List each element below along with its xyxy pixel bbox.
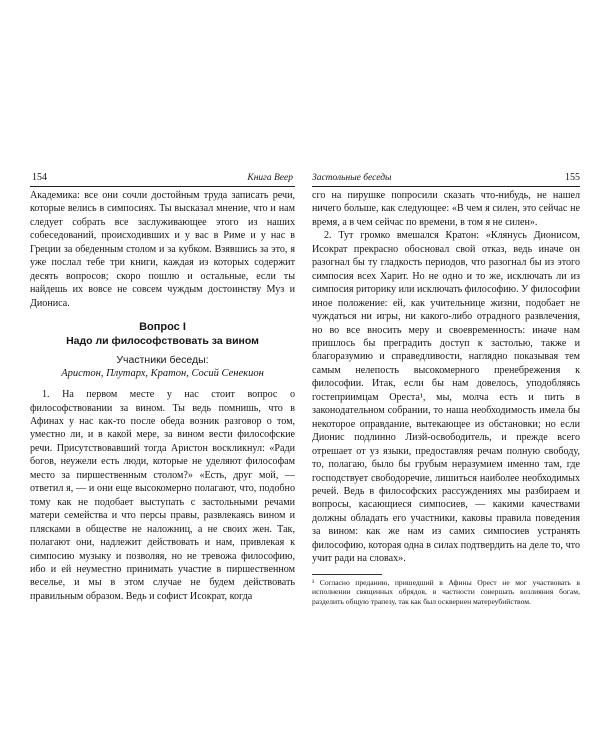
left-running-head: Книга Веер bbox=[247, 173, 293, 183]
question-subtitle: Надо ли философствовать за вином bbox=[66, 335, 259, 348]
left-paragraph: Академика: все они сочли достойным труда записать речи, которые велись в симпосиях. Ты высказал мнение, что и нам следует собрать все заслуживающее этого из наших собеседований, происходивших и у вас в Риме и у нас в Греции за обеденным столом и за кубком. Взявшись за это, я уже послал тебе три книги, каждая из которых содержит десять вопросов; скоро пошлю и остальные, если ты найдешь их вовсе не совсем чуждым достоинству Муз и Диониса. bbox=[30, 190, 295, 309]
participants-heading: Участники беседы: bbox=[116, 354, 209, 367]
right-body bbox=[312, 189, 580, 566]
left-body bbox=[30, 189, 295, 603]
left-page bbox=[30, 172, 295, 702]
left-paragraph: 1. На первом месте у нас стоит вопрос о философствовании за вином. Ты ведь помнишь, что в Афинах у нас как-то после обеда возник разговор о том, уместно ли, и в какой мере, за вином вести философские речи. Присутствовавший тогда Аристон воскликнул: «Ради богов, неужели есть люди, которые не уделяют философам место за пиршественным столом?» «Есть, друг мой, — ответил я, — и они еще высокомерно полагают, что, подобно тому как не подобает выступать с застольными речами матери семейства и что персы правы, развлекаясь вином и плясками в обществе не наложниц, а не своих жен. Так, полагают они, надлежит действовать и нам, привлекая к симпосию музыку и позволяя, но не тревожа философию, ибо и ей неуместно принимать участие в пиршественном веселье, и мы в этом случае не будем действовать правильным образом. Ведь и софист Исократ, когда bbox=[30, 389, 295, 602]
right-running-head: Застольные беседы bbox=[312, 173, 392, 183]
right-paragraph: сго на пирушке попросили сказать что-нибудь, не нашел ничего больше, как следующее: «В чем я силен, это сейчас не время, а в чем сейчас по времени, в том я не силен». bbox=[312, 190, 580, 228]
right-paragraph: 2. Тут громко вмешался Кратон: «Клянусь Дионисом, Исократ прекрасно обосновал свой отказ, ведь иначе он разогнал бы ту гладкость периодов, что разогнал бы из этого симпосия всех Харит. Но не одно и то же, исключать ли из симпосия риторику или исключать философию. У философии иное положение: ей, как учительнице жизни, подобает не чуждаться ни игры, ни какого-либо отрадного развлечения, но во все вносить меру и своевременность: иначе нам пришлось бы преградить доступ к застолью, также и благоразумию и справедливости, наглядно показывая тем самым нелепость высокомерного пренебрежения к философии. Итак, если бы нам довелось, уподобляясь гостеприимцам Ореста¹, мы, молча есть и пить в законодательном собрании, то наша необходимость имела бы некоторое оправдание, вытекающее из обстановки; но если Дионис подлинно Лиэй-освободитель, и прежде всего отрешает от уз языки, предоставляя речам полную свободу, то, полагаю, было бы грубым неразумием именно там, где господствует свободоречие, лишиться наиболее необходимых речей. Ведь в философских рассуждениях мы разбираем и вопросы, касающиеся симпосиев, — какими качествами должны обладать его участники, каковы правила поведения за вином: как же нам из самих симпосиев устранять философию, которая одна в силах подтвердить на деле то, что учит ради на словах». bbox=[312, 230, 580, 565]
question-title: Вопрос I bbox=[139, 321, 186, 334]
right-page-header bbox=[312, 172, 580, 187]
right-page-number: 155 bbox=[565, 172, 580, 183]
left-page-number: 154 bbox=[32, 172, 47, 183]
footnote-rule bbox=[312, 574, 382, 575]
participants-names: Аристон, Плутарх, Кратон, Сосий Сенекион bbox=[61, 368, 264, 380]
right-page bbox=[312, 172, 580, 702]
left-page-header bbox=[30, 172, 295, 187]
footnote: ¹ Согласно преданию, пришедший в Афины Орест не мог участвовать в исполнении священных обрядов, в частности совершать возлияния богам, разделить общую трапезу, так как был осквернен матереубийством. bbox=[312, 577, 580, 607]
faded-bleedthrough bbox=[30, 310, 295, 320]
